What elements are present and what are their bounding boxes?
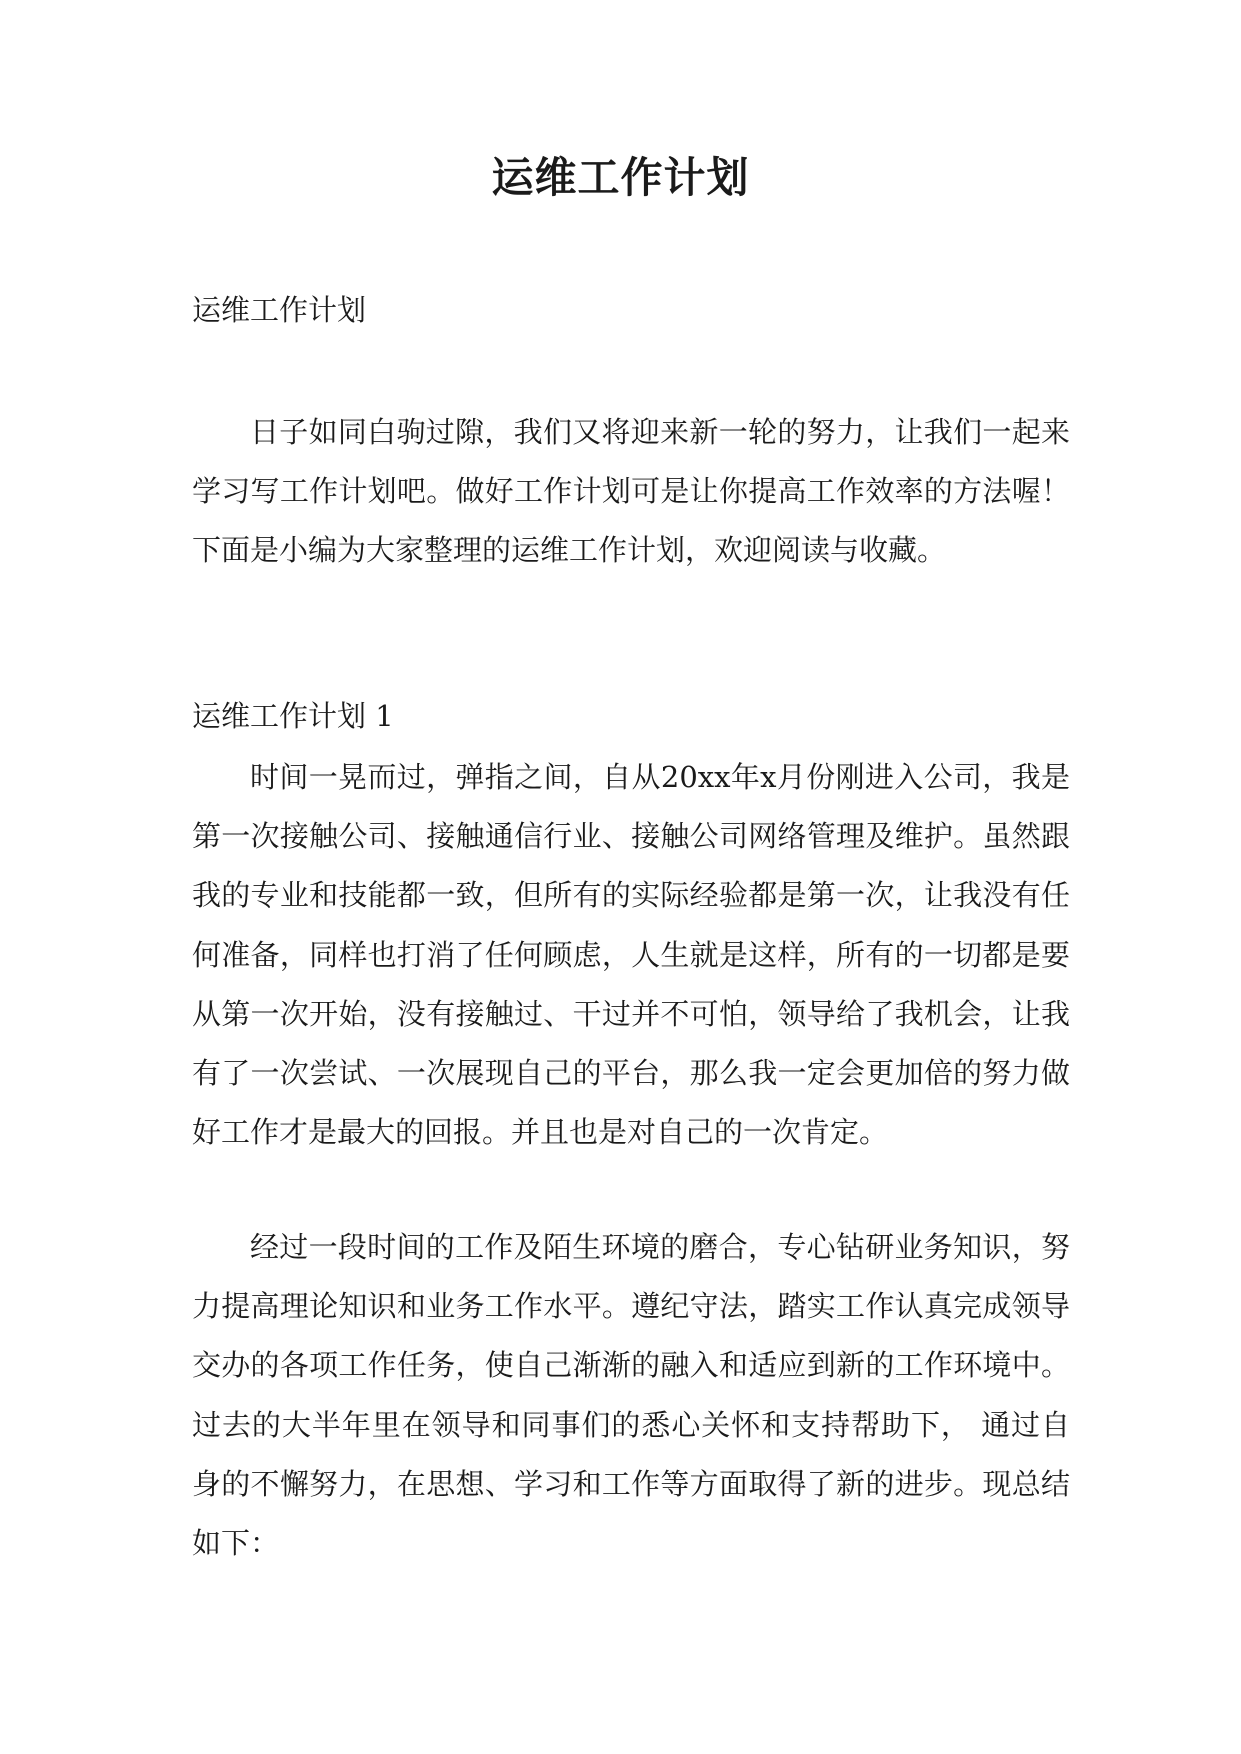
body-paragraph-2: 经过一段时间的工作及陌生环境的磨合，专心钻研业务知识，努力提高理论知识和业务工作水平。遵纪守法，踏实工作认真完成领导交办的各项工作任务，使自己渐渐的融入和适应到新的工作环境中。过去的大半年里在领导和同事们的悉心关怀和支持帮助下， 通过自身的不懈努力，在思想、学习和工作等方面取得了新的进步。现总结如下：: [192, 1230, 1070, 1561]
body-paragraph-1: 时间一晃而过，弹指之间，自从20xx年x月份刚进入公司，我是第一次接触公司、接触通信行业、接触公司网络管理及维护。虽然跟我的专业和技能都一致，但所有的实际经验都是第一次，让我没有任何准备，同样也打消了任何顾虑，人生就是这样，所有的一切都是要从第一次开始，没有接触过、干过并不可怕，领导给了我机会，让我有了一次尝试、一次展现自己的平台，那么我一定会更加倍的努力做好工作才是最大的回报。并且也是对自己的一次肯定。: [192, 760, 1070, 1150]
intro-paragraph: 日子如同白驹过隙，我们又将迎来新一轮的努力，让我们一起来学习写工作计划吧。做好工作计划可是让你提高工作效率的方法喔！下面是小编为大家整理的运维工作计划，欢迎阅读与收藏。: [192, 415, 1070, 568]
section-heading: 运维工作计划 1: [192, 699, 394, 733]
document-title: 运维工作计划: [491, 153, 750, 202]
document-subtitle: 运维工作计划: [192, 293, 367, 327]
